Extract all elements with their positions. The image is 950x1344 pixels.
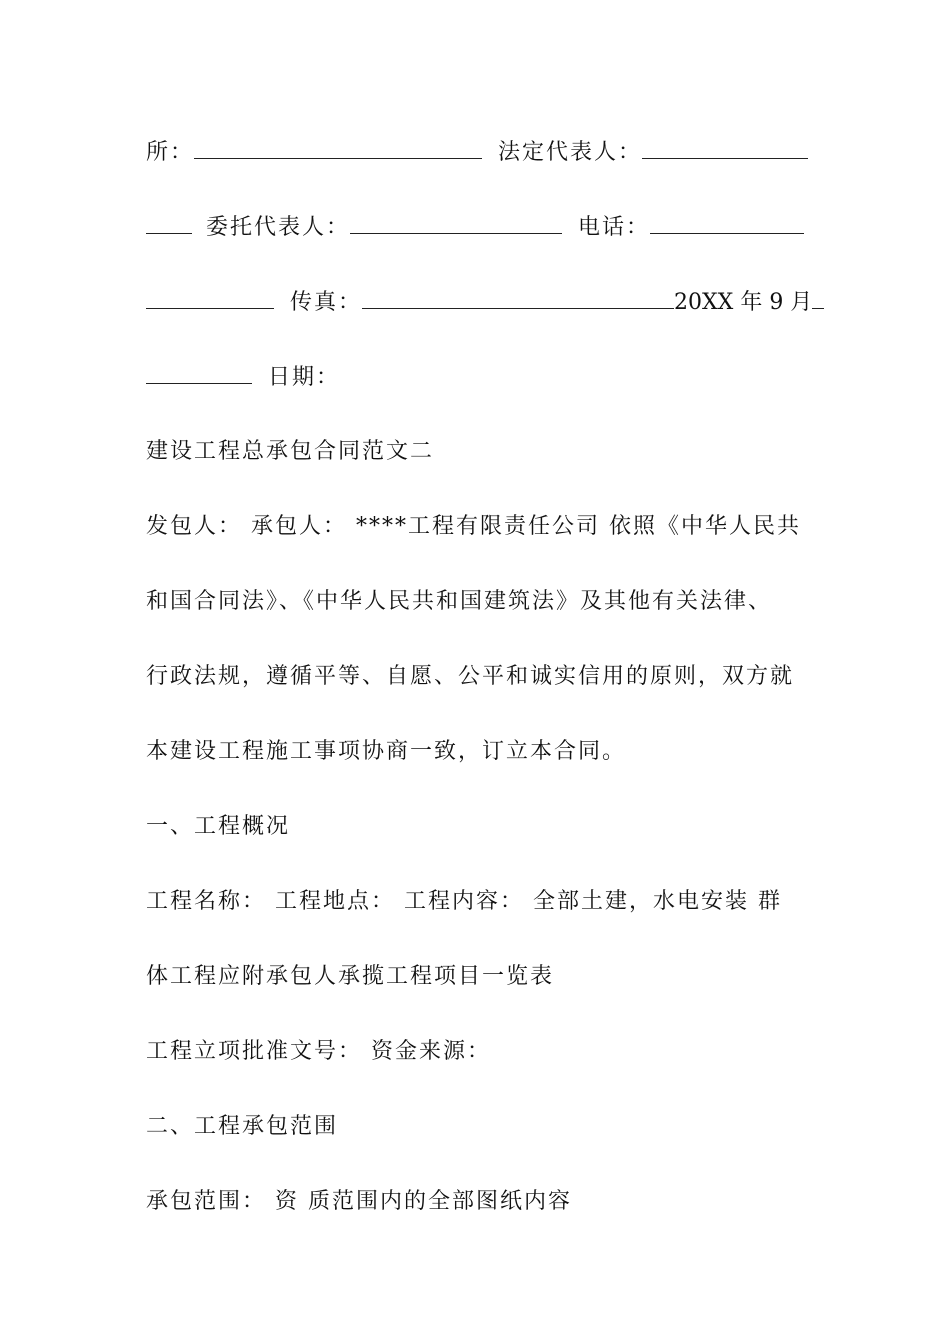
signature-line-date — [146, 359, 826, 395]
agent-label: 委托代表人： — [206, 215, 351, 240]
date-label: 日期： — [268, 365, 341, 390]
fax-blank — [362, 284, 674, 309]
section-heading: 一、工程概况 — [146, 814, 291, 839]
address-blank — [194, 134, 482, 159]
date-blank-cont — [146, 359, 252, 384]
paragraph-line: 行政法规，遵循平等、自愿、公平和诚实信用的原则，双方就 — [146, 664, 795, 689]
address-label: 所： — [146, 140, 195, 165]
date-blank — [812, 284, 824, 309]
phone-blank — [650, 209, 804, 234]
paragraph-line: 工程名称： 工程地点： 工程内容： 全部土建，水电安装 群 — [146, 889, 782, 914]
date-value: 20XX 年 9 月 — [674, 290, 813, 315]
paragraph-line: 本建设工程施工事项协商一致，订立本合同。 — [146, 739, 627, 764]
paragraph-line: 和国合同法》、《中华人民共和国建筑法》及其他有关法律、 — [146, 589, 773, 614]
legal-rep-blank — [642, 134, 808, 159]
contract-title: 建设工程总承包合同范文二 — [146, 439, 435, 464]
section-heading: 二、工程承包范围 — [146, 1114, 339, 1139]
legal-rep-label: 法定代表人： — [498, 140, 643, 165]
paragraph-line: 工程立项批准文号： 资金来源： — [146, 1039, 491, 1064]
fax-label: 传真： — [290, 290, 363, 315]
paragraph-line: 发包人： 承包人： ****工程有限责任公司 依照《中华人民共 — [146, 514, 801, 539]
paragraph-line: 体工程应附承包人承揽工程项目一览表 — [146, 964, 555, 989]
phone-label: 电话： — [578, 215, 651, 240]
signature-line-agent — [146, 209, 826, 245]
agent-blank — [350, 209, 562, 234]
legal-rep-blank-cont — [146, 209, 192, 234]
paragraph-line: 承包范围： 资 质范围内的全部图纸内容 — [146, 1189, 572, 1214]
phone-blank-cont — [146, 284, 274, 309]
signature-line-fax — [146, 284, 826, 320]
signature-line-address — [146, 134, 826, 170]
